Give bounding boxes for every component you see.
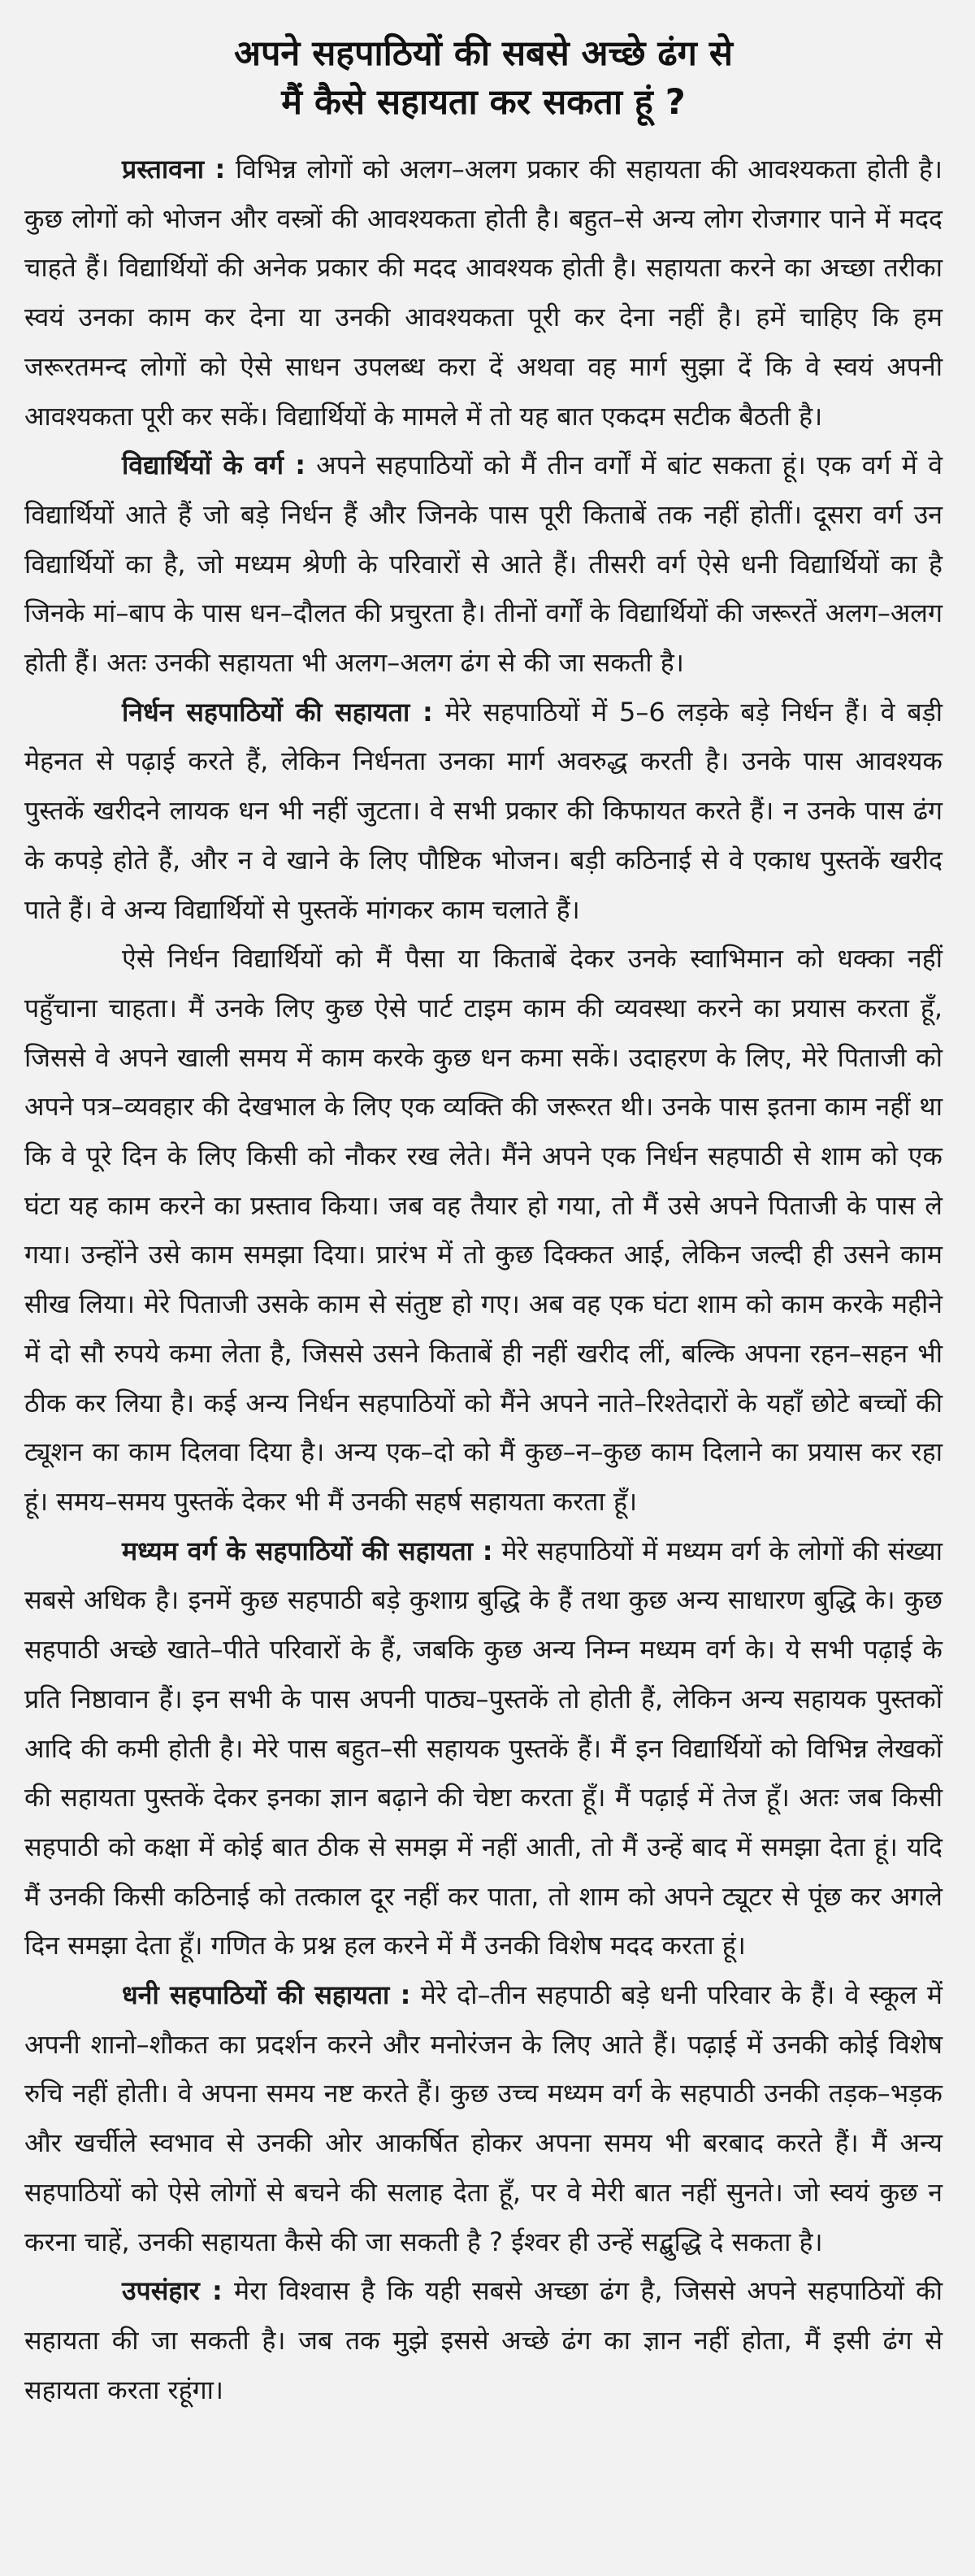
essay-title-line-1: अपने सहपाठियों की सबसे अच्छे ढंग से xyxy=(234,33,733,74)
paragraph-heading: प्रस्तावना : xyxy=(122,154,226,185)
paragraph-poor-classmates-continued xyxy=(24,934,942,1526)
paragraph-heading: मध्यम वर्ग के सहपाठियों की सहायता : xyxy=(122,1535,493,1566)
paragraph-conclusion xyxy=(24,2266,942,2414)
paragraph-heading: विद्यार्थियों के वर्ग : xyxy=(122,450,306,481)
paragraph-poor-classmates xyxy=(24,688,942,935)
paragraph-text: मेरे सहपाठियों में 5–6 लड़के बड़े निर्धन हैं। वे बड़ी मेहनत से पढ़ाई करते हैं, लेकिन निर्धनता उनका मार्ग अवरुद्ध करती है। उनके पास आवश्यक पुस्तकें खरीदने लायक धन भी नहीं जुटता। वे सभी प्रकार की किफायत करते हैं। न उनके पास ढंग के कपड़े होते हैं, और न वे खाने के लिए पौष्टिक भोजन। बड़ी कठिनाई से वे एकाध पुस्तकें खरीद पाते हैं। वे अन्य विद्यार्थियों से पुस्तकें मांगकर काम चलाते हैं। xyxy=(24,696,943,925)
paragraph-heading: निर्धन सहपाठियों की सहायता : xyxy=(122,696,433,728)
paragraph-text: मेरे दो–तीन सहपाठी बड़े धनी परिवार के हैं। वे स्कूल में अपनी शानो–शौकत का प्रदर्शन करने और मनोरंजन के लिए आते हैं। पढ़ाई में उनकी कोई विशेष रुचि नहीं होती। वे अपना समय नष्ट करते हैं। कुछ उच्च मध्यम वर्ग के सहपाठी उनकी तड़क–भड़क और खर्चीले स्वभाव से उनकी ओर आकर्षित होकर अपना समय भी बरबाद करते हैं। मैं अन्य सहपाठियों को ऐसे लोगों से बचने की सलाह देता हूँ, पर वे मेरी बात नहीं सुनते। जो स्वयं कुछ न करना चाहें, उनकी सहायता कैसे की जा सकती है ? ईश्वर ही उन्हें सद्बुद्धि दे सकता है। xyxy=(24,1979,942,2257)
paragraph-text: ऐसे निर्धन विद्यार्थियों को मैं पैसा या किताबें देकर उनके स्वाभिमान को धक्का नहीं पहुँचाना चाहता। मैं उनके लिए कुछ ऐसे पार्ट टाइम काम की व्यवस्था करने का प्रयास करता हूँ, जिससे वे अपने खाली समय में काम करके कुछ धन कमा सकें। उदाहरण के लिए, मेरे पिताजी को अपने पत्र–व्यवहार की देखभाल के लिए एक व्यक्ति की जरूरत थी। उनके पास इतना काम नहीं था कि वे पूरे दिन के लिए किसी को नौकर रख लेते। मैंने अपने एक निर्धन सहपाठी से शाम को एक घंटा यह काम करने का प्रस्ताव किया। जब वह तैयार हो गया, तो मैं उसे अपने पिताजी के पास ले गया। उन्होंने उसे काम समझा दिया। प्रारंभ में तो कुछ दिक्कत आई, लेकिन जल्दी ही उसने काम सीख लिया। मेरे पिताजी उसके काम से संतुष्ट हो गए। अब वह एक घंटा शाम को काम करके महीने में दो सौ रुपये कमा लेता है, जिससे उसने किताबें ही नहीं खरीद लीं, बल्कि अपना रहन–सहन भी ठीक कर लिया है। कई अन्य निर्धन सहपाठियों को मैंने अपने नाते–रिश्तेदारों के यहाँ छोटे बच्चों की ट्यूशन का काम दिलवा दिया है। अन्य एक–दो को मैं कुछ–न–कुछ काम दिलाने का प्रयास कर रहा हूं। समय–समय पुस्तकें देकर भी मैं उनकी सहर्ष सहायता करता हूँ। xyxy=(24,943,942,1517)
paragraph-text: अपने सहपाठियों को मैं तीन वर्गों में बांट सकता हूं। एक वर्ग में वे विद्यार्थियों आते हैं जो बड़े निर्धन हैं और जिनके पास पूरी किताबें तक नहीं होतीं। दूसरा वर्ग उन विद्यार्थियों का है, जो मध्यम श्रेणी के परिवारों से आते हैं। तीसरी वर्ग ऐसे धनी विद्यार्थियों का है जिनके मां–बाप के पास धन–दौलत की प्रचुरता है। तीनों वर्गों के विद्यार्थियों की जरूरतें अलग–अलग होती हैं। अतः उनकी सहायता भी अलग–अलग ढंग से की जा सकती है। xyxy=(24,450,942,679)
paragraph-text: विभिन्न लोगों को अलग–अलग प्रकार की सहायता की आवश्यकता होती है। कुछ लोगों को भोजन और वस्त्रों की आवश्यकता होती है। बहुत–से अन्य लोग रोजगार पाने में मदद चाहते हैं। विद्यार्थियों की अनेक प्रकार की मदद आवश्यक होती है। सहायता करने का अच्छा तरीका स्वयं उनका काम कर देना या उनकी आवश्यकता पूरी कर देना नहीं है। हमें चाहिए कि हम जरूरतमन्द लोगों को ऐसे साधन उपलब्ध करा दें अथवा वह मार्ग सुझा दें कि वे स्वयं अपनी आवश्यकता पूरी कर सकें। विद्यार्थियों के मामले में तो यह बात एकदम सटीक बैठती है। xyxy=(24,154,943,432)
paragraph-text: मेरा विश्वास है कि यही सबसे अच्छा ढंग है, जिससे अपने सहपाठियों की सहायता की जा सकती है। जब तक मुझे इससे अच्छे ढंग का ज्ञान नहीं होता, मैं इसी ढंग से सहायता करता रहूंगा। xyxy=(24,2275,943,2405)
paragraph-rich-classmates xyxy=(24,1970,942,2266)
paragraph-student-classes xyxy=(24,441,942,688)
paragraph-heading: उपसंहार : xyxy=(122,2275,223,2307)
paragraph-heading: धनी सहपाठियों की सहायता : xyxy=(122,1979,411,2011)
essay-title-line-2: मैं कैसे सहायता कर सकता हूं ? xyxy=(281,82,686,123)
paragraph-text: मेरे सहपाठियों में मध्यम वर्ग के लोगों की संख्या सबसे अधिक है। इनमें कुछ सहपाठी बड़े कुशाग्र बुद्धि के हैं तथा कुछ अन्य साधारण बुद्धि के। कुछ सहपाठी अच्छे खाते–पीते परिवारों के हैं, जबकि कुछ अन्य निम्न मध्यम वर्ग के। ये सभी पढ़ाई के प्रति निष्ठावान हैं। इन सभी के पास अपनी पाठ्य–पुस्तकें तो होती हैं, लेकिन अन्य सहायक पुस्तकों आदि की कमी होती है। मेरे पास बहुत–सी सहायक पुस्तकें हैं। मैं इन विद्यार्थियों को विभिन्न लेखकों की सहायता पुस्तकें देकर इनका ज्ञान बढ़ाने की चेष्टा करता हूँ। मैं पढ़ाई में तेज हूँ। अतः जब किसी सहपाठी को कक्षा में कोई बात ठीक से समझ में नहीं आती, तो मैं उन्हें बाद में समझा देता हूं। यदि मैं उनकी किसी कठिनाई को तत्काल दूर नहीं कर पाता, तो शाम को अपने ट्यूटर से पूंछ कर अगले दिन समझा देता हूँ। गणित के प्रश्न हल करने में मैं उनकी विशेष मदद करता हूं। xyxy=(24,1535,943,1961)
paragraph-middle-class-classmates xyxy=(24,1527,942,1970)
paragraph-introduction xyxy=(24,145,942,441)
essay-title xyxy=(24,29,942,127)
